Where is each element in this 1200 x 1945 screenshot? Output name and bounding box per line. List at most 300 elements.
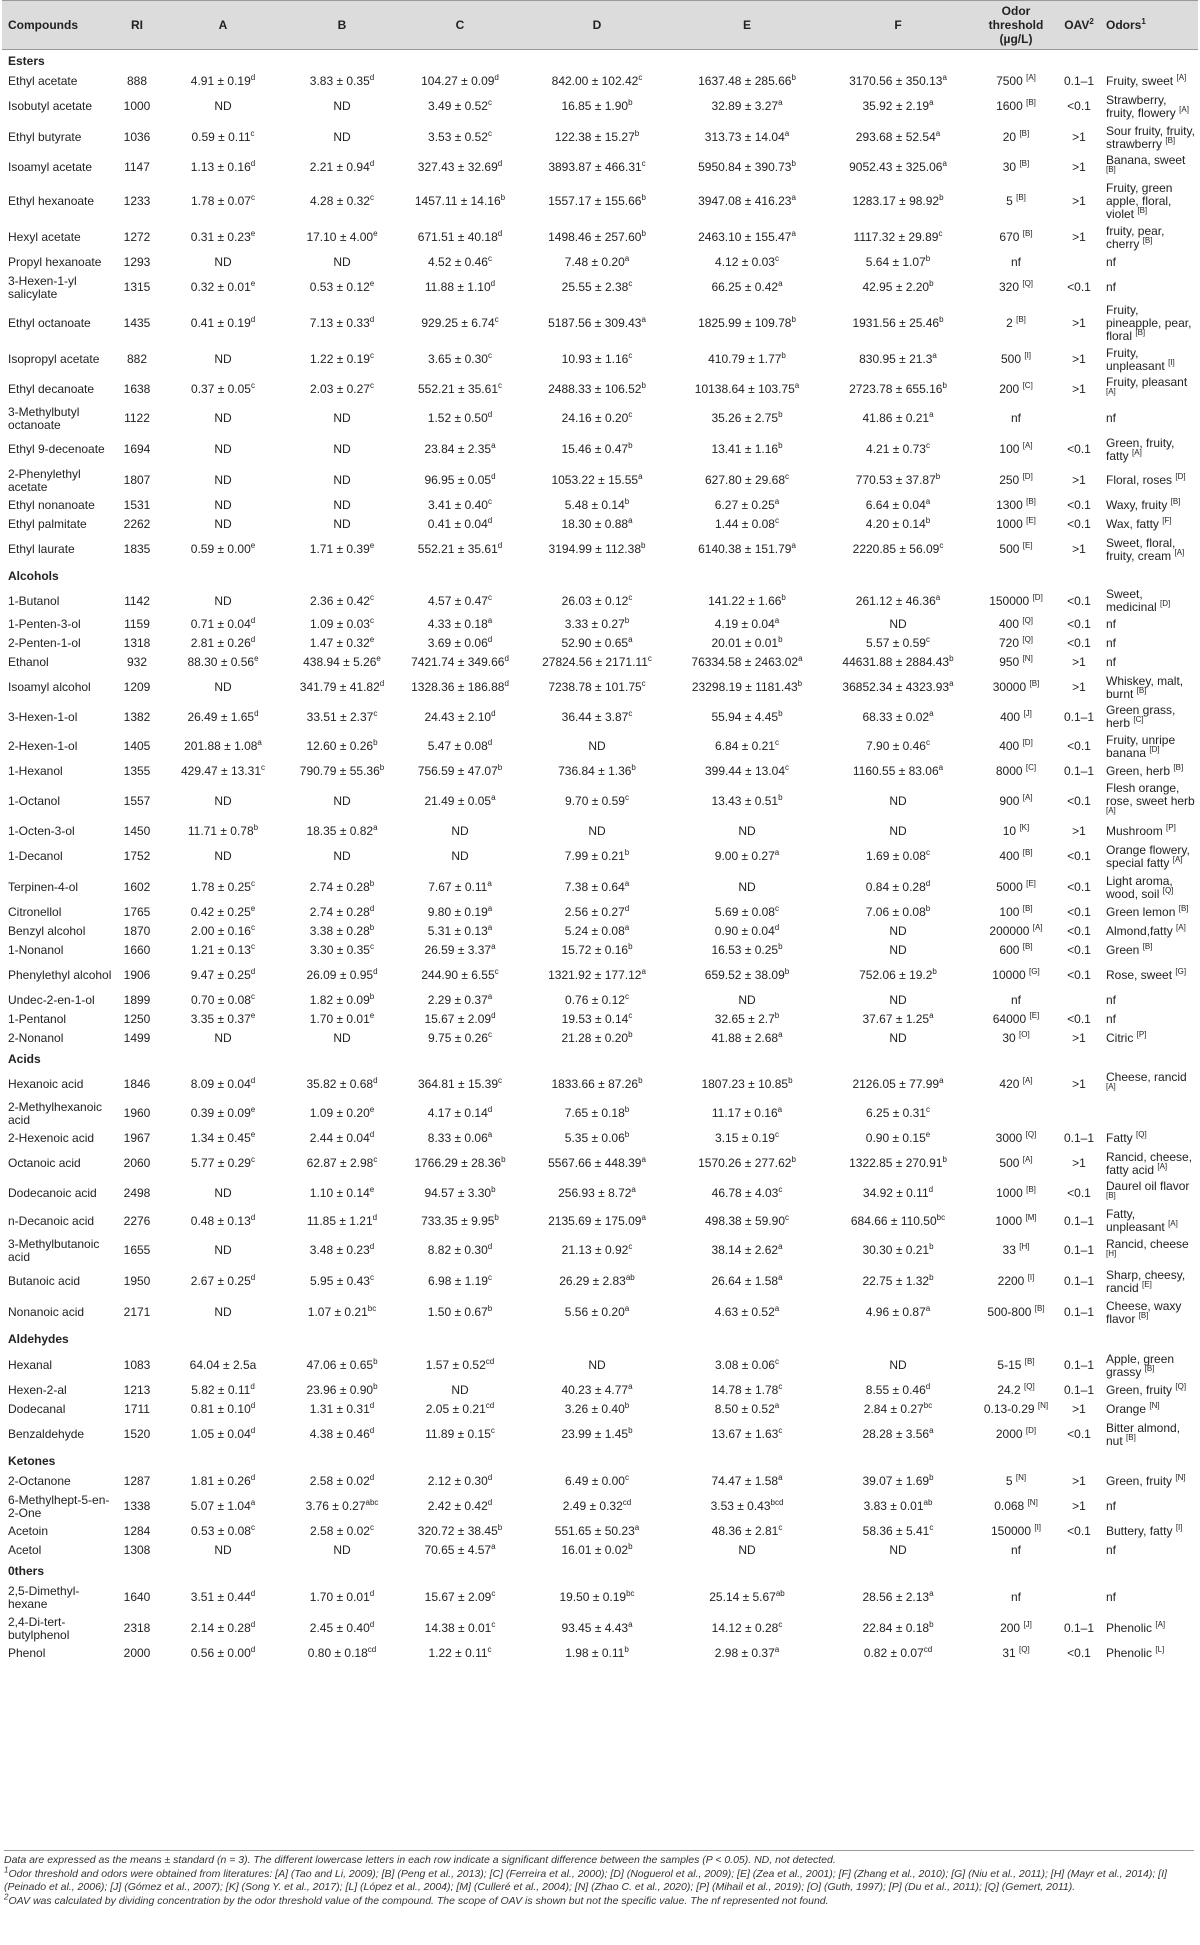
concentration: 2488.33 ± 106.52 bbox=[548, 381, 642, 396]
concentration: 3.69 ± 0.06 bbox=[427, 636, 488, 650]
odor-text: Mushroom bbox=[1106, 824, 1163, 838]
significance-letter: c bbox=[778, 1620, 783, 1629]
concentration: ND bbox=[738, 993, 756, 1007]
significance-letter: a bbox=[949, 679, 954, 688]
odor-ref: [I] bbox=[1168, 357, 1175, 367]
sample-b-value bbox=[286, 153, 398, 181]
sample-c-value bbox=[398, 822, 522, 841]
threshold-ref: [A] bbox=[1022, 793, 1033, 802]
significance-letter: c bbox=[250, 380, 255, 390]
concentration: 1.98 ± 0.11 bbox=[565, 1646, 625, 1660]
concentration: 1.69 ± 0.08 bbox=[866, 849, 926, 863]
concentration: 293.68 ± 52.54 bbox=[855, 130, 936, 144]
sample-f-value bbox=[822, 303, 974, 344]
sample-e-value bbox=[672, 872, 822, 903]
concentration: ND bbox=[333, 130, 351, 144]
odor-threshold bbox=[974, 1381, 1058, 1400]
compound-name: Ethyl butyrate bbox=[8, 130, 82, 144]
concentration: 1.78 ± 0.25 bbox=[191, 880, 251, 894]
table-row bbox=[2, 1266, 1198, 1297]
significance-letter: c bbox=[778, 1184, 783, 1194]
significance-letter: c bbox=[487, 497, 492, 506]
sample-d-value bbox=[522, 1582, 672, 1613]
table-row bbox=[2, 1491, 1198, 1522]
sample-d-value bbox=[522, 1644, 672, 1663]
odor-description bbox=[1100, 903, 1198, 922]
significance-letter: b bbox=[929, 1273, 934, 1282]
sample-d-value bbox=[522, 1070, 672, 1098]
concentration: 399.44 ± 13.04 bbox=[705, 764, 785, 778]
odor-threshold bbox=[974, 153, 1058, 181]
table-row bbox=[2, 762, 1198, 781]
concentration: 4.12 ± 0.03 bbox=[715, 255, 775, 269]
concentration: 24.43 ± 2.10 bbox=[424, 709, 492, 724]
significance-letter: c bbox=[929, 1523, 934, 1532]
significance-letter: c bbox=[774, 516, 779, 525]
concentration: 2.84 ± 0.27 bbox=[863, 1402, 924, 1416]
threshold-value: 30 bbox=[1002, 159, 1017, 174]
sample-e-value bbox=[672, 1419, 822, 1450]
significance-letter: d bbox=[254, 708, 259, 718]
significance-letter: d bbox=[491, 708, 496, 718]
sample-d-value bbox=[522, 272, 672, 303]
sample-b-value bbox=[286, 1129, 398, 1148]
concentration: 2.05 ± 0.21 bbox=[425, 1402, 486, 1416]
concentration: 2220.85 ± 56.09 bbox=[852, 542, 940, 556]
concentration: 8.55 ± 0.46 bbox=[865, 1383, 926, 1397]
compound-name: Ethyl decanoate bbox=[8, 381, 95, 396]
significance-letter: a bbox=[774, 616, 780, 625]
significance-letter: b bbox=[791, 315, 796, 324]
category-row bbox=[2, 1048, 1198, 1070]
threshold-ref: [B] bbox=[1019, 129, 1030, 138]
threshold-value: 100 bbox=[999, 905, 1020, 919]
table-row bbox=[2, 615, 1198, 634]
compound-name: 2-Nonanol bbox=[8, 1031, 64, 1045]
sample-c-value bbox=[398, 781, 522, 822]
sample-c-value bbox=[398, 375, 522, 403]
oav-value bbox=[1058, 253, 1100, 272]
sample-e-value bbox=[672, 822, 822, 841]
threshold-value: 30000 bbox=[992, 680, 1027, 694]
odor-text: Sweet, medicinal bbox=[1106, 587, 1157, 614]
threshold-value: 400 bbox=[999, 849, 1020, 863]
significance-letter: a bbox=[778, 1273, 783, 1282]
sample-c-value bbox=[398, 1098, 522, 1129]
concentration: 2.98 ± 0.37 bbox=[714, 1646, 775, 1660]
table-row bbox=[2, 1207, 1198, 1235]
odor-description bbox=[1100, 1582, 1198, 1613]
concentration: ND bbox=[214, 1305, 232, 1319]
significance-letter: d bbox=[369, 1589, 375, 1598]
sample-a-value bbox=[160, 615, 286, 634]
concentration: 0.59 ± 0.00 bbox=[190, 542, 251, 556]
header-oav bbox=[1058, 1, 1100, 50]
significance-letter: c bbox=[778, 1523, 783, 1532]
concentration: 0.59 ± 0.11 bbox=[191, 130, 251, 144]
significance-letter: b bbox=[628, 942, 633, 951]
sample-d-value bbox=[522, 344, 672, 375]
threshold-value: 8000 bbox=[995, 764, 1023, 778]
ri-value: 1272 bbox=[123, 230, 151, 244]
threshold-value: 320 bbox=[998, 280, 1019, 294]
significance-letter: b bbox=[778, 942, 783, 951]
oav-value bbox=[1058, 1582, 1100, 1613]
concentration: 11.89 ± 0.15 bbox=[425, 1427, 491, 1441]
sample-e-value bbox=[672, 375, 822, 403]
sample-d-value bbox=[522, 703, 672, 731]
sample-f-value bbox=[822, 534, 974, 565]
significance-letter: b bbox=[500, 193, 506, 202]
sample-e-value bbox=[672, 1129, 822, 1148]
threshold-value: nf bbox=[1010, 1590, 1021, 1604]
concentration: ND bbox=[333, 442, 351, 456]
concentration: 1.70 ± 0.01 bbox=[309, 1590, 370, 1604]
odor-ref: [B] bbox=[1126, 1432, 1136, 1442]
concentration: 320.72 ± 38.45 bbox=[417, 1524, 498, 1538]
odor-threshold bbox=[974, 1129, 1058, 1148]
significance-letter: d bbox=[250, 1620, 256, 1629]
oav-value: >1 bbox=[1072, 1474, 1086, 1488]
odor-ref: [Q] bbox=[1136, 1130, 1147, 1139]
odor-description bbox=[1100, 587, 1198, 615]
significance-letter: a bbox=[628, 1620, 633, 1629]
concentration: 341.79 ± 41.82 bbox=[299, 680, 380, 694]
significance-letter: e bbox=[250, 904, 256, 913]
compound-name: 6-Methylhept-5-en-2-One bbox=[8, 1492, 110, 1520]
odor-threshold bbox=[974, 222, 1058, 253]
concentration: 1.82 ± 0.09 bbox=[309, 993, 370, 1007]
concentration: 7.48 ± 0.20 bbox=[564, 255, 625, 269]
sample-d-value bbox=[522, 465, 672, 496]
significance-letter: c bbox=[778, 1382, 783, 1391]
table-row bbox=[2, 1400, 1198, 1419]
sample-c-value bbox=[398, 731, 522, 762]
threshold-value: 0.13-0.29 bbox=[983, 1402, 1035, 1416]
table-row bbox=[2, 403, 1198, 434]
odor-threshold bbox=[974, 91, 1058, 122]
odor-threshold bbox=[974, 344, 1058, 375]
footnote-references-text: Odor threshold and odors were obtained from literatures: [A] (Tao and Li, 2009); [B] (Peng et al., 2013); [C] (Ferreira et al., 2000); [D] (Noguerol et al., 2009); [E] (Zea et al., 2001); [F] (Zhang et al., 2010); [G] (Niu et al., 2011); [H] (Mayr et al., 2014); [I] (Peinado et al., 2006); [J] (Gómez et al., 2007); [K] (Song Y. et al., 2017); [L] (López et al., 2004); [M] (Culleré et al., 2004); [N] (Zhao C. et al., 2020); [P] (Mihail et al., 2019); [O] (Guth, 1997); [P] (Du et al., 2011); [Q] (Gemert, 2011). bbox=[4, 1867, 1167, 1893]
oav-value: 0.1–1 bbox=[1063, 1213, 1095, 1228]
ri-value: 1557 bbox=[123, 794, 151, 808]
sample-e-value bbox=[672, 1029, 822, 1048]
oav-value bbox=[1058, 991, 1100, 1010]
threshold-value: 900 bbox=[999, 794, 1020, 808]
sample-f-value bbox=[822, 375, 974, 403]
concentration: 0.90 ± 0.04 bbox=[714, 924, 775, 938]
significance-letter: c bbox=[624, 1473, 629, 1482]
sample-c-value bbox=[398, 960, 522, 991]
significance-letter: c bbox=[628, 592, 633, 602]
concentration: 6.49 ± 0.00 bbox=[565, 1474, 625, 1488]
odor-text: Orange flowery, special fatty bbox=[1106, 842, 1190, 870]
sample-e-value bbox=[672, 1098, 822, 1129]
sample-a-value bbox=[160, 991, 286, 1010]
ri-value: 1405 bbox=[123, 739, 151, 753]
threshold-value: 1000 bbox=[996, 517, 1023, 531]
category-label: 0thers bbox=[8, 1563, 45, 1578]
sample-a-value bbox=[160, 587, 286, 615]
odor-description bbox=[1100, 922, 1198, 941]
sample-d-value bbox=[522, 960, 672, 991]
odor-text: nf bbox=[1106, 1543, 1117, 1557]
concentration: 26.64 ± 1.58 bbox=[711, 1274, 779, 1288]
sample-a-value bbox=[160, 1070, 286, 1098]
sample-b-value bbox=[286, 1350, 398, 1381]
concentration: 6.25 ± 0.31 bbox=[866, 1106, 926, 1120]
sample-a-value bbox=[160, 1400, 286, 1419]
sample-b-value bbox=[286, 615, 398, 634]
concentration: 14.78 ± 1.78 bbox=[711, 1383, 779, 1397]
sample-a-value bbox=[160, 1129, 286, 1148]
ri-value: 1315 bbox=[123, 280, 151, 294]
concentration: 5.82 ± 0.11 bbox=[191, 1383, 251, 1397]
threshold-ref: [A] bbox=[1022, 441, 1033, 450]
threshold-ref: [Q] bbox=[1019, 1645, 1030, 1654]
significance-letter: b bbox=[373, 738, 378, 747]
sample-a-value bbox=[160, 515, 286, 534]
significance-letter: d bbox=[504, 654, 509, 663]
ri-value: 1308 bbox=[123, 1543, 151, 1557]
sample-b-value bbox=[286, 253, 398, 272]
sample-d-value bbox=[522, 672, 672, 703]
significance-letter: a bbox=[929, 1426, 934, 1435]
odor-description bbox=[1100, 375, 1198, 403]
sample-b-value bbox=[286, 1010, 398, 1029]
sample-f-value bbox=[822, 941, 974, 960]
odor-ref: [A] bbox=[1176, 73, 1187, 82]
significance-letter: d bbox=[369, 315, 375, 324]
sample-f-value bbox=[822, 1179, 974, 1207]
significance-letter: c bbox=[628, 1011, 633, 1020]
concentration: 1.22 ± 0.11 bbox=[428, 1646, 488, 1660]
sample-b-value bbox=[286, 1419, 398, 1450]
threshold-ref: [D] bbox=[1022, 738, 1033, 747]
significance-letter: c bbox=[774, 738, 779, 747]
concentration: 15.67 ± 2.09 bbox=[424, 1590, 492, 1604]
significance-letter: bcd bbox=[770, 1498, 784, 1507]
sample-b-value bbox=[286, 72, 398, 91]
concentration: 0.76 ± 0.12 bbox=[565, 993, 625, 1007]
sample-c-value bbox=[398, 496, 522, 515]
sample-e-value bbox=[672, 1582, 822, 1613]
oav-value: 0.1–1 bbox=[1063, 764, 1095, 778]
concentration: 1498.46 ± 257.60 bbox=[548, 230, 642, 244]
significance-letter: a bbox=[774, 1645, 780, 1654]
odor-description bbox=[1100, 91, 1198, 122]
sample-b-value bbox=[286, 922, 398, 941]
concentration: 7238.78 ± 101.75 bbox=[548, 680, 642, 694]
table-row bbox=[2, 272, 1198, 303]
concentration: 0.84 ± 0.28 bbox=[865, 880, 926, 894]
odor-text: Strawberry, fruity, flowery bbox=[1106, 92, 1176, 120]
sample-d-value bbox=[522, 1235, 672, 1266]
table-row bbox=[2, 822, 1198, 841]
oav-value: <0.1 bbox=[1067, 1427, 1091, 1441]
odor-threshold bbox=[974, 941, 1058, 960]
odor-description bbox=[1100, 615, 1198, 634]
sample-e-value bbox=[672, 1381, 822, 1400]
sample-c-value bbox=[398, 991, 522, 1010]
sample-e-value bbox=[672, 1644, 822, 1663]
table-row bbox=[2, 465, 1198, 496]
concentration: 3.83 ± 0.35 bbox=[309, 74, 370, 88]
concentration: 2126.05 ± 77.99 bbox=[852, 1076, 940, 1091]
footnote-oav bbox=[4, 1892, 1194, 1909]
sample-f-value bbox=[822, 960, 974, 991]
significance-letter: b bbox=[778, 410, 783, 419]
significance-letter: a bbox=[791, 229, 796, 238]
odor-ref: [L] bbox=[1155, 1645, 1165, 1654]
table-row bbox=[2, 253, 1198, 272]
concentration: 1321.92 ± 177.12 bbox=[548, 968, 642, 982]
sample-b-value bbox=[286, 1098, 398, 1129]
concentration: 7.38 ± 0.64 bbox=[564, 880, 625, 894]
concentration: 2723.78 ± 655.16 bbox=[849, 381, 943, 396]
significance-letter: a bbox=[932, 351, 937, 360]
significance-letter: d bbox=[925, 1382, 931, 1391]
significance-letter: b bbox=[638, 1075, 643, 1085]
sample-a-value bbox=[160, 941, 286, 960]
significance-letter: a bbox=[925, 1304, 931, 1313]
significance-letter: a bbox=[777, 1105, 783, 1114]
significance-letter: b bbox=[784, 967, 790, 976]
threshold-ref: [A] bbox=[1026, 73, 1036, 82]
concentration: 5.69 ± 0.08 bbox=[715, 905, 775, 919]
compound-name: 1-Octanol bbox=[8, 794, 61, 808]
sample-d-value bbox=[522, 515, 672, 534]
sample-a-value bbox=[160, 762, 286, 781]
threshold-ref: [H] bbox=[1019, 1242, 1030, 1251]
odor-ref: [B] bbox=[1142, 235, 1153, 245]
sample-b-value bbox=[286, 1491, 398, 1522]
oav-value: >1 bbox=[1072, 655, 1086, 669]
ri-value: 1846 bbox=[123, 1076, 151, 1091]
compound-name: Ethyl palmitate bbox=[8, 517, 87, 531]
concentration: 1322.85 ± 270.91 bbox=[849, 1156, 943, 1170]
concentration: 552.21 ± 35.61 bbox=[418, 381, 498, 396]
concentration: 5.48 ± 0.14 bbox=[564, 498, 625, 512]
odor-threshold bbox=[974, 1010, 1058, 1029]
threshold-value: 400 bbox=[1000, 709, 1021, 724]
concentration: ND bbox=[214, 99, 232, 113]
odor-ref: [C] bbox=[1133, 715, 1144, 724]
significance-letter: d bbox=[487, 1473, 493, 1482]
ri-value: 1711 bbox=[124, 1402, 150, 1416]
significance-letter: a bbox=[641, 1155, 646, 1164]
sample-a-value bbox=[160, 91, 286, 122]
odor-threshold bbox=[974, 534, 1058, 565]
table-row bbox=[2, 1541, 1198, 1560]
odor-description bbox=[1100, 403, 1198, 434]
odor-text: fruity, pear, cherry bbox=[1106, 223, 1165, 251]
sample-f-value bbox=[822, 1235, 974, 1266]
significance-letter: d bbox=[250, 1212, 256, 1222]
significance-letter: bc bbox=[923, 1401, 933, 1410]
sample-c-value bbox=[398, 634, 522, 653]
significance-letter: c bbox=[785, 763, 789, 772]
sample-b-value bbox=[286, 1541, 398, 1560]
significance-letter: c bbox=[624, 793, 629, 802]
sample-e-value bbox=[672, 903, 822, 922]
concentration: ND bbox=[214, 473, 232, 487]
concentration: 4.21 ± 0.73 bbox=[866, 442, 926, 456]
odor-ref: [A] bbox=[1174, 547, 1185, 557]
significance-letter: c bbox=[938, 229, 943, 238]
ri-value: 2498 bbox=[123, 1185, 151, 1200]
concentration: 2.29 ± 0.37 bbox=[427, 993, 488, 1007]
significance-letter: a bbox=[491, 793, 496, 802]
significance-letter: e bbox=[376, 654, 381, 663]
significance-letter: b bbox=[628, 1030, 633, 1039]
table-row bbox=[2, 841, 1198, 872]
compound-name: Phenol bbox=[8, 1646, 46, 1660]
odor-description bbox=[1100, 534, 1198, 565]
odor-ref: [B] bbox=[1135, 328, 1146, 337]
odor-description bbox=[1100, 1400, 1198, 1419]
concentration: 1.78 ± 0.07 bbox=[191, 194, 251, 208]
significance-letter: a bbox=[250, 1498, 256, 1507]
sample-f-value bbox=[822, 762, 974, 781]
concentration: 3.41 ± 0.40 bbox=[428, 498, 488, 512]
significance-letter: d bbox=[491, 1011, 496, 1020]
odor-text: Daurel oil flavor bbox=[1106, 1179, 1190, 1193]
table-row bbox=[2, 653, 1198, 672]
ri-value: 1159 bbox=[124, 617, 150, 631]
sample-c-value bbox=[398, 841, 522, 872]
sample-c-value bbox=[398, 1129, 522, 1148]
concentration: 21.28 ± 0.20 bbox=[561, 1031, 629, 1045]
odor-ref: [B] bbox=[1170, 497, 1181, 506]
threshold-value: 200000 bbox=[989, 924, 1030, 938]
odor-description bbox=[1100, 72, 1198, 91]
oav-value: <0.1 bbox=[1067, 880, 1091, 894]
threshold-value: 5000 bbox=[996, 880, 1023, 894]
concentration: 2.58 ± 0.02 bbox=[310, 1524, 370, 1538]
threshold-value: 2200 bbox=[997, 1274, 1025, 1288]
concentration: 36852.34 ± 4323.93 bbox=[842, 680, 950, 694]
sample-a-value bbox=[160, 1207, 286, 1235]
significance-letter: a bbox=[929, 1011, 934, 1020]
significance-letter: a bbox=[628, 635, 633, 644]
sample-f-value bbox=[822, 872, 974, 903]
header-odors bbox=[1100, 1, 1198, 50]
significance-letter: b bbox=[774, 1011, 780, 1020]
odor-description bbox=[1100, 1297, 1198, 1328]
odor-ref: [B] bbox=[1137, 206, 1148, 215]
significance-letter: b bbox=[373, 1357, 378, 1366]
compound-name: Butanoic acid bbox=[8, 1274, 81, 1288]
sample-a-value bbox=[160, 1179, 286, 1207]
sample-f-value bbox=[822, 1491, 974, 1522]
odor-description bbox=[1100, 634, 1198, 653]
odor-ref: [Q] bbox=[1162, 885, 1174, 895]
odor-description bbox=[1100, 1419, 1198, 1450]
threshold-value: 600 bbox=[999, 943, 1020, 957]
compound-name: 1-Pentanol bbox=[8, 1012, 67, 1026]
odor-ref: [Q] bbox=[1175, 1382, 1187, 1391]
header-threshold-line2: threshold (µg/L) bbox=[988, 18, 1044, 46]
sample-a-value bbox=[160, 1297, 286, 1328]
odor-description bbox=[1100, 153, 1198, 181]
category-row bbox=[2, 565, 1198, 587]
concentration: 3.49 ± 0.52 bbox=[428, 99, 488, 113]
ri-value: 1284 bbox=[123, 1524, 151, 1538]
significance-letter: d bbox=[925, 879, 931, 888]
concentration: 15.46 ± 0.47 bbox=[561, 442, 629, 456]
footnote-sup-2: 2 bbox=[4, 1892, 9, 1901]
